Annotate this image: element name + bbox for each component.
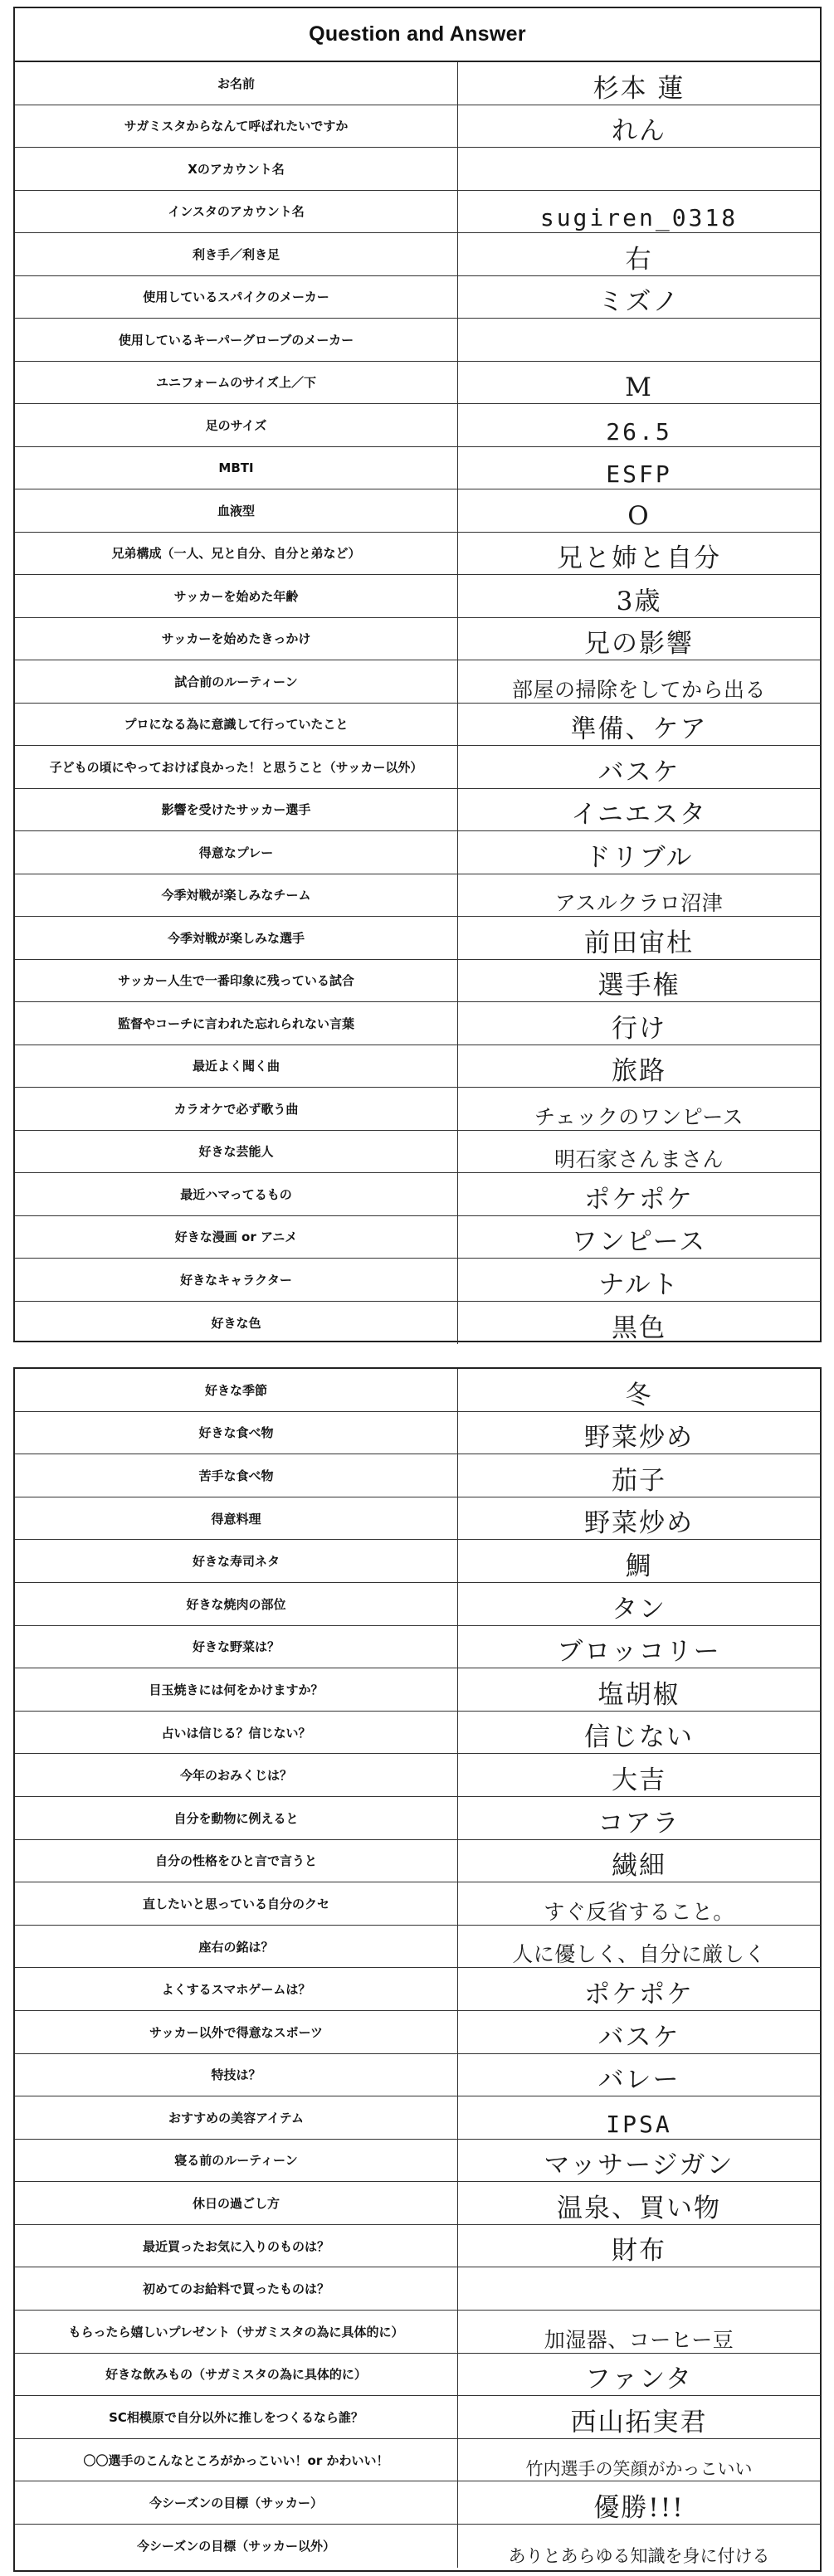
question-label: お名前 — [15, 62, 458, 105]
handwritten-answer: 兄の影響 — [584, 629, 694, 659]
question-label: カラオケで必ず歌う曲 — [15, 1088, 458, 1130]
question-label: 好きな季節 — [15, 1369, 458, 1411]
qa-row — [15, 233, 820, 276]
qa-row — [15, 746, 820, 789]
qa-row — [15, 618, 820, 661]
question-label: プロになる為に意識して行っていたこと — [15, 704, 458, 746]
qa-row — [15, 2011, 820, 2054]
qa-row — [15, 1497, 820, 1541]
question-label: 利き手／利き足 — [15, 233, 458, 275]
question-label: 好きな飲みもの（サガミスタの為に具体的に） — [15, 2354, 458, 2396]
qa-sheet-page-1 — [13, 7, 822, 1342]
question-label: 直したいと思っている自分のクセ — [15, 1882, 458, 1925]
qa-row — [15, 1797, 820, 1840]
question-label: サッカーを始めたきっかけ — [15, 618, 458, 660]
qa-row — [15, 1216, 820, 1259]
sheet-title: Question and Answer — [15, 8, 820, 62]
question-label: 初めてのお給料で買ったものは？ — [15, 2267, 458, 2310]
qa-row — [15, 1131, 820, 1174]
question-label: 今季対戦が楽しみなチーム — [15, 874, 458, 917]
question-label: 影響を受けたサッカー選手 — [15, 789, 458, 831]
question-label: 好きな焼肉の部位 — [15, 1583, 458, 1625]
qa-table-page-2 — [15, 1369, 820, 2568]
qa-row — [15, 533, 820, 576]
handwritten-answer: 26.5 — [606, 417, 672, 446]
qa-table-page-1 — [15, 62, 820, 1344]
qa-row — [15, 2354, 820, 2397]
question-label: 好きなキャラクター — [15, 1259, 458, 1301]
qa-row — [15, 191, 820, 234]
question-label: Xのアカウント名 — [15, 148, 458, 190]
handwritten-answer: 兄と姉と自分 — [557, 543, 721, 573]
qa-row — [15, 2054, 820, 2097]
qa-row — [15, 1540, 820, 1583]
question-label: サッカーを始めた年齢 — [15, 575, 458, 617]
qa-row — [15, 1840, 820, 1883]
qa-sheet-page-2 — [13, 1367, 822, 2572]
question-label: 休日の過ごし方 — [15, 2182, 458, 2224]
question-label: 足のサイズ — [15, 404, 458, 446]
handwritten-answer: 右 — [625, 244, 653, 275]
qa-row — [15, 148, 820, 191]
qa-row — [15, 917, 820, 960]
handwritten-answer: 温泉、買い物 — [557, 2193, 721, 2223]
qa-row — [15, 704, 820, 747]
handwritten-answer: 旅路 — [612, 1056, 666, 1086]
question-label: MBTI — [15, 447, 458, 489]
handwritten-answer: 3歳 — [616, 586, 662, 616]
handwritten-answer: 加湿器、コーヒー豆 — [544, 2327, 734, 2352]
qa-row — [15, 831, 820, 874]
question-label: 自分の性格をひと言で言うと — [15, 1840, 458, 1882]
question-label: 試合前のルーティーン — [15, 660, 458, 703]
handwritten-answer: アスルクラロ沼津 — [554, 891, 724, 915]
question-label: 今シーズンの目標（サッカー以外） — [15, 2525, 458, 2568]
question-label: 今シーズンの目標（サッカー） — [15, 2481, 458, 2524]
qa-row — [15, 1002, 820, 1045]
qa-row — [15, 1369, 820, 1412]
handwritten-answer: O — [627, 500, 651, 531]
handwritten-answer: 信じない — [584, 1722, 694, 1753]
handwritten-answer: バスケ — [597, 757, 680, 787]
question-label: 好きな野菜は？ — [15, 1626, 458, 1668]
handwritten-answer: ESFP — [606, 460, 672, 488]
question-label: 子どもの頃にやっておけば良かった！と思うこと（サッカー以外） — [15, 746, 458, 788]
handwritten-answer: ブロッコリー — [557, 1637, 721, 1668]
question-label: 今季対戦が楽しみな選手 — [15, 917, 458, 959]
question-label: インスタのアカウント名 — [15, 191, 458, 233]
handwritten-answer: 部屋の掃除をしてから出る — [511, 677, 766, 702]
question-label: 好きな食べ物 — [15, 1412, 458, 1454]
qa-row — [15, 404, 820, 447]
handwritten-answer: 野菜炒め — [584, 1423, 694, 1454]
qa-row — [15, 1454, 820, 1497]
qa-row — [15, 62, 820, 105]
question-label: 使用しているスパイクのメーカー — [15, 276, 458, 319]
question-label: 座右の銘は？ — [15, 1926, 458, 1968]
question-label: 最近買ったお気に入りのものは？ — [15, 2225, 458, 2267]
qa-row — [15, 2525, 820, 2568]
qa-row — [15, 2311, 820, 2354]
handwritten-answer: 杉本 蓮 — [593, 73, 685, 104]
handwritten-answer: 準備、ケア — [570, 714, 708, 744]
question-label: 自分を動物に例えると — [15, 1797, 458, 1839]
question-label: 目玉焼きには何をかけますか？ — [15, 1668, 458, 1711]
qa-row — [15, 660, 820, 704]
question-label: 得意なプレー — [15, 831, 458, 874]
handwritten-answer: 茄子 — [612, 1465, 666, 1496]
qa-row — [15, 575, 820, 618]
qa-row — [15, 489, 820, 533]
handwritten-answer: ポケポケ — [584, 1184, 694, 1215]
question-label: 苦手な食べ物 — [15, 1454, 458, 1497]
question-label: ユニフォームのサイズ上／下 — [15, 362, 458, 404]
handwritten-answer: IPSA — [606, 2110, 672, 2138]
question-label: 特技は？ — [15, 2054, 458, 2096]
question-label: 兄弟構成（一人、兄と自分、自分と弟など） — [15, 533, 458, 575]
handwritten-answer: れん — [612, 116, 666, 146]
qa-row — [15, 2182, 820, 2225]
handwritten-answer: 冬 — [625, 1380, 653, 1410]
question-label: 監督やコーチに言われた忘れられない言葉 — [15, 1002, 458, 1045]
question-label: 好きな寿司ネタ — [15, 1540, 458, 1582]
qa-row — [15, 960, 820, 1003]
handwritten-answer: 人に優しく、自分に厳しく — [512, 1942, 766, 1967]
qa-row — [15, 105, 820, 149]
question-label: 好きな芸能人 — [15, 1131, 458, 1173]
handwritten-answer: 西山拓実君 — [570, 2407, 708, 2437]
handwritten-answer: 選手権 — [597, 971, 680, 1001]
question-label: 寝る前のルーティーン — [15, 2140, 458, 2182]
qa-row — [15, 1088, 820, 1131]
handwritten-answer — [458, 148, 820, 190]
qa-row — [15, 319, 820, 362]
question-label: 得意料理 — [15, 1497, 458, 1540]
handwritten-answer: 黒色 — [612, 1313, 666, 1343]
question-label: 占いは信じる？信じない？ — [15, 1712, 458, 1754]
handwritten-answer: バレー — [597, 2065, 680, 2096]
qa-row — [15, 447, 820, 490]
handwritten-answer — [458, 2267, 820, 2310]
qa-row — [15, 1712, 820, 1755]
handwritten-answer: 野菜炒め — [584, 1508, 694, 1539]
question-label: 血液型 — [15, 489, 458, 532]
question-label: サッカー人生で一番印象に残っている試合 — [15, 960, 458, 1002]
handwritten-answer: 前田宙杜 — [584, 928, 694, 958]
qa-row — [15, 362, 820, 405]
handwritten-answer: チェックのワンピース — [534, 1104, 744, 1129]
handwritten-answer: イニエスタ — [571, 800, 707, 830]
qa-row — [15, 1173, 820, 1216]
qa-row — [15, 1968, 820, 2011]
question-label: 好きな色 — [15, 1302, 458, 1345]
qa-row — [15, 276, 820, 319]
qa-row — [15, 1583, 820, 1626]
handwritten-answer: マッサージガン — [544, 2150, 734, 2181]
qa-row — [15, 1882, 820, 1926]
handwritten-answer: コアラ — [597, 1808, 680, 1838]
handwritten-answer: ポケポケ — [584, 1979, 694, 2009]
handwritten-answer: M — [625, 373, 653, 402]
handwritten-answer: 繊細 — [612, 1851, 666, 1882]
handwritten-answer: タン — [612, 1594, 666, 1624]
handwritten-answer: ありとあらゆる知識を身に付ける — [508, 2545, 770, 2566]
handwritten-answer: ナルト — [598, 1269, 680, 1300]
handwritten-answer: 明石家さんまさん — [554, 1147, 724, 1171]
handwritten-answer: 鯛 — [625, 1551, 653, 1581]
qa-row — [15, 1045, 820, 1088]
question-label: サッカー以外で得意なスポーツ — [15, 2011, 458, 2053]
qa-row — [15, 1302, 820, 1345]
qa-row — [15, 2481, 820, 2525]
qa-row — [15, 789, 820, 832]
handwritten-answer: 大吉 — [612, 1765, 666, 1795]
handwritten-answer — [458, 319, 820, 361]
question-label: 最近よく聞く曲 — [15, 1045, 458, 1088]
qa-row — [15, 1926, 820, 1969]
qa-row — [15, 1668, 820, 1712]
question-label: 今年のおみくじは？ — [15, 1754, 458, 1796]
question-label: 好きな漫画 or アニメ — [15, 1216, 458, 1259]
handwritten-answer: バスケ — [597, 2022, 680, 2053]
handwritten-answer: ファンタ — [584, 2364, 694, 2395]
handwritten-answer: ワンピース — [571, 1227, 707, 1257]
qa-row — [15, 2225, 820, 2268]
qa-row — [15, 1754, 820, 1797]
qa-row — [15, 2267, 820, 2311]
question-label: 使用しているキーパーグローブのメーカー — [15, 319, 458, 361]
handwritten-answer: ドリブル — [584, 842, 694, 873]
qa-row — [15, 2439, 820, 2482]
question-label: おすすめの美容アイテム — [15, 2096, 458, 2139]
qa-row — [15, 2096, 820, 2140]
qa-row — [15, 1412, 820, 1455]
question-label: 最近ハマってるもの — [15, 1173, 458, 1215]
qa-row — [15, 1259, 820, 1302]
qa-row — [15, 874, 820, 918]
handwritten-answer: すぐ反省すること。 — [544, 1899, 734, 1924]
handwritten-answer: ミズノ — [597, 287, 680, 317]
question-label: サガミスタからなんて呼ばれたいですか — [15, 105, 458, 148]
handwritten-answer: sugiren_0318 — [539, 204, 739, 231]
qa-row — [15, 1626, 820, 1669]
question-label: よくするスマホゲームは？ — [15, 1968, 458, 2010]
handwritten-answer: 優勝!!! — [593, 2493, 685, 2524]
handwritten-answer: 塩胡椒 — [597, 1679, 680, 1710]
question-label: 〇〇選手のこんなところがかっこいい！or かわいい！ — [15, 2439, 458, 2481]
handwritten-answer: 行け — [612, 1013, 666, 1044]
question-label: SC相模原で自分以外に推しをつくるなら誰？ — [15, 2396, 458, 2438]
qa-row — [15, 2140, 820, 2183]
qa-row — [15, 2396, 820, 2439]
handwritten-answer: 竹内選手の笑顔がかっこいい — [525, 2459, 753, 2480]
question-label: もらったら嬉しいプレゼント（サガミスタの為に具体的に） — [15, 2311, 458, 2353]
handwritten-answer: 財布 — [612, 2236, 666, 2267]
